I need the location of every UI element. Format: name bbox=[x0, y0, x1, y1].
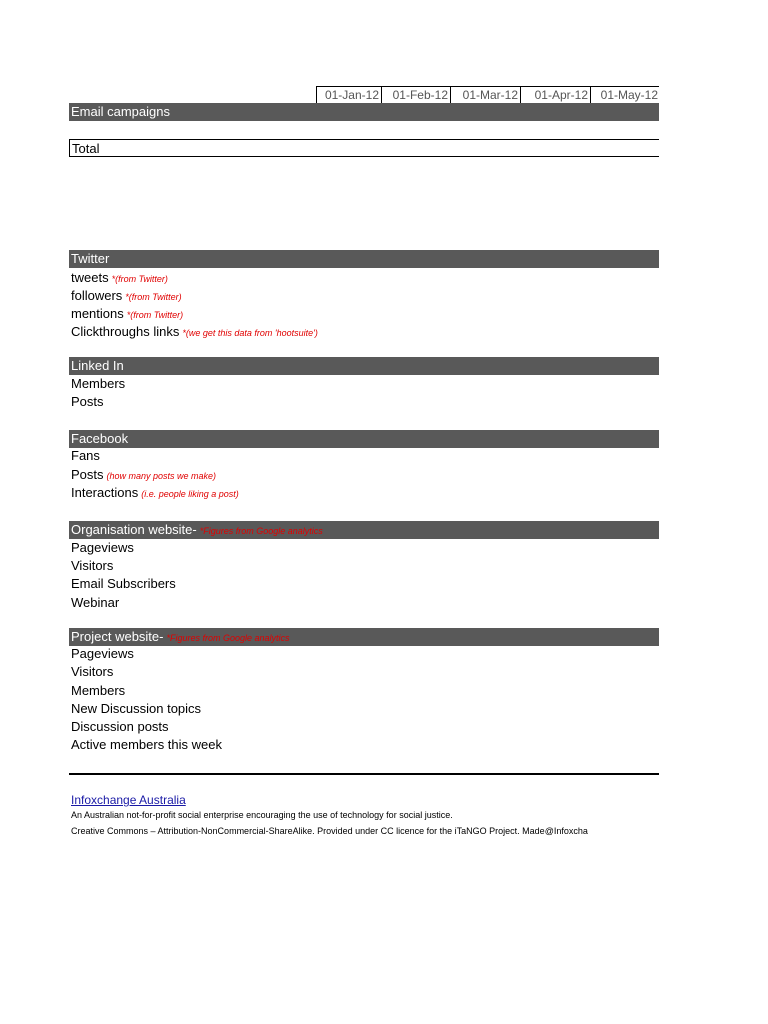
row-label: Fans bbox=[71, 448, 100, 463]
row-label: Members bbox=[71, 683, 126, 698]
row-webinar[interactable] bbox=[71, 594, 119, 612]
row-label: Posts bbox=[71, 394, 104, 409]
spreadsheet-page bbox=[69, 0, 659, 1024]
row-label: Pageviews bbox=[71, 646, 134, 661]
date-header-cell[interactable]: 01-Mar-12 bbox=[450, 86, 520, 104]
row-email-subscribers[interactable] bbox=[71, 575, 176, 593]
row-clickthroughs[interactable] bbox=[71, 323, 318, 341]
date-header-cell[interactable]: 01-Jan-12 bbox=[316, 86, 381, 104]
row-note: *(from Twitter) bbox=[125, 292, 182, 302]
footer-divider bbox=[69, 773, 659, 775]
row-label: Pageviews bbox=[71, 540, 134, 555]
footer-license: Creative Commons – Attribution-NonCommercial-ShareAlike. Provided under CC licence for the iTaNGO Project. Made@Infoxcha bbox=[71, 826, 588, 836]
infoxchange-link[interactable]: Infoxchange Australia bbox=[71, 793, 186, 807]
row-tweets[interactable] bbox=[71, 269, 168, 287]
row-active-members[interactable] bbox=[71, 736, 222, 754]
total-row[interactable] bbox=[69, 139, 659, 157]
row-label: Email Subscribers bbox=[71, 576, 176, 591]
row-label: Clickthroughs links bbox=[71, 324, 180, 339]
row-label: mentions bbox=[71, 306, 124, 321]
row-label: Discussion posts bbox=[71, 719, 169, 734]
section-title: Project website- bbox=[71, 629, 164, 644]
row-followers[interactable] bbox=[71, 287, 182, 305]
row-note: (how many posts we make) bbox=[106, 471, 217, 481]
footer-tagline: An Australian not-for-profit social enterprise encouraging the use of technology for social justice. bbox=[71, 810, 453, 820]
row-members[interactable] bbox=[71, 682, 125, 700]
row-label: followers bbox=[71, 288, 123, 303]
row-posts[interactable] bbox=[71, 466, 216, 484]
row-label: Posts bbox=[71, 467, 104, 482]
section-title: Twitter bbox=[71, 251, 110, 266]
row-mentions[interactable] bbox=[71, 305, 183, 323]
row-new-discussion-topics[interactable] bbox=[71, 700, 201, 718]
section-note: *Figures from Google analytics bbox=[166, 633, 290, 643]
section-title: Email campaigns bbox=[71, 104, 170, 119]
row-label: New Discussion topics bbox=[71, 701, 202, 716]
section-facebook bbox=[69, 430, 659, 448]
date-header-row bbox=[316, 86, 659, 104]
row-fans[interactable] bbox=[71, 447, 100, 465]
section-title: Organisation website- bbox=[71, 522, 197, 537]
section-linked-in bbox=[69, 357, 659, 375]
row-label: Active members this week bbox=[71, 737, 222, 752]
row-interactions[interactable] bbox=[71, 484, 239, 502]
total-label: Total bbox=[72, 141, 100, 156]
date-header-cell[interactable]: 01-May-12 bbox=[590, 86, 659, 104]
row-label: tweets bbox=[71, 270, 109, 285]
section-twitter bbox=[69, 250, 659, 268]
row-visitors[interactable] bbox=[71, 557, 113, 575]
row-label: Visitors bbox=[71, 664, 114, 679]
date-header-cell[interactable]: 01-Apr-12 bbox=[520, 86, 590, 104]
row-note: *(we get this data from 'hootsuite') bbox=[182, 328, 318, 338]
row-visitors[interactable] bbox=[71, 663, 113, 681]
row-note: *(from Twitter) bbox=[126, 310, 184, 320]
row-note: (i.e. people liking a post) bbox=[141, 489, 239, 499]
row-members[interactable] bbox=[71, 375, 125, 393]
section-project-website bbox=[69, 628, 659, 646]
section-title: Linked In bbox=[71, 358, 124, 373]
row-label: Webinar bbox=[71, 595, 120, 610]
section-title: Facebook bbox=[71, 431, 129, 446]
row-label: Interactions bbox=[71, 485, 139, 500]
row-pageviews[interactable] bbox=[71, 539, 134, 557]
section-note: *Figures from Google analytics bbox=[199, 526, 323, 536]
section-email-campaigns bbox=[69, 103, 659, 121]
row-label: Visitors bbox=[71, 558, 114, 573]
row-discussion-posts[interactable] bbox=[71, 718, 169, 736]
date-header-cell[interactable]: 01-Feb-12 bbox=[381, 86, 450, 104]
row-pageviews[interactable] bbox=[71, 645, 134, 663]
row-note: *(from Twitter) bbox=[111, 274, 168, 284]
row-label: Members bbox=[71, 376, 126, 391]
section-organisation-website bbox=[69, 521, 659, 539]
row-posts[interactable] bbox=[71, 393, 104, 411]
